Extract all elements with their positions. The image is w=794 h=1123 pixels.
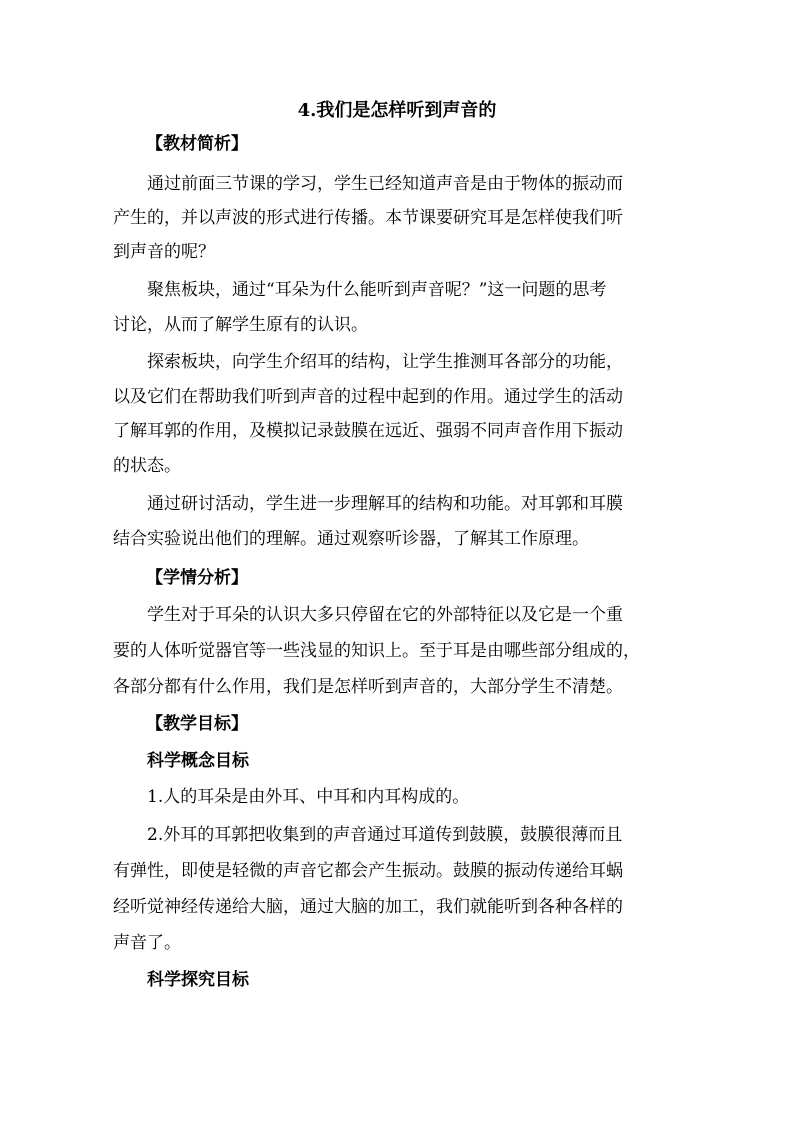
paragraph-line: 了解耳郭的作用，及模拟记录鼓膜在远近、强弱不同声音作用下振动 <box>113 421 623 441</box>
paragraph-line: 要的人体听觉器官等一些浅显的知识上。至于耳是由哪些部分组成的， <box>113 641 640 661</box>
paragraph-line: 讨论，从而了解学生原有的认识。 <box>113 315 368 335</box>
paragraph-line: 以及它们在帮助我们听到声音的过程中起到的作用。通过学生的活动 <box>113 387 623 407</box>
paragraph-line: 的状态。 <box>113 456 181 476</box>
subheading-concept: 科学概念目标 <box>147 751 249 771</box>
paragraph-line: 学生对于耳朵的认识大多只停留在它的外部特征以及它是一个重 <box>147 605 623 625</box>
list-item: 2.外耳的耳郭把收集到的声音通过耳道传到鼓膜，鼓膜很薄而且 <box>147 825 623 845</box>
paragraph-line: 产生的，并以声波的形式进行传播。本节课要研究耳是怎样使我们听 <box>113 208 623 228</box>
paragraph-line: 到声音的呢？ <box>113 242 215 262</box>
paragraph-line: 结合实验说出他们的理解。通过观察听诊器，了解其工作原理。 <box>113 529 589 549</box>
section-heading-goals: 【教学目标】 <box>146 714 248 734</box>
subheading-inquiry: 科学探究目标 <box>147 970 249 990</box>
section-heading-analysis: 【教材简析】 <box>146 134 248 154</box>
paragraph-line: 通过研讨活动，学生进一步理解耳的结构和功能。对耳郭和耳膜 <box>147 494 623 514</box>
paragraph-line: 探索板块，向学生介绍耳的结构，让学生推测耳各部分的功能， <box>147 352 623 372</box>
paragraph-line: 经听觉神经传递给大脑，通过大脑的加工，我们就能听到各种各样的 <box>113 897 623 917</box>
paragraph-line: 有弹性，即使是轻微的声音它都会产生振动。鼓膜的振动传递给耳蜗 <box>113 861 623 881</box>
paragraph-line: 聚焦板块，通过“耳朵为什么能听到声音呢？”这一问题的思考 <box>147 280 607 300</box>
paragraph-line: 声音了。 <box>113 933 181 953</box>
list-item: 1.人的耳朵是由外耳、中耳和内耳构成的。 <box>147 787 470 807</box>
paragraph-line: 通过前面三节课的学习，学生已经知道声音是由于物体的振动而 <box>147 174 623 194</box>
paragraph-line: 各部分都有什么作用，我们是怎样听到声音的，大部分学生不清楚。 <box>113 677 623 697</box>
document-title: 4.我们是怎样听到声音的 <box>297 100 497 121</box>
section-heading-student: 【学情分析】 <box>146 568 248 588</box>
